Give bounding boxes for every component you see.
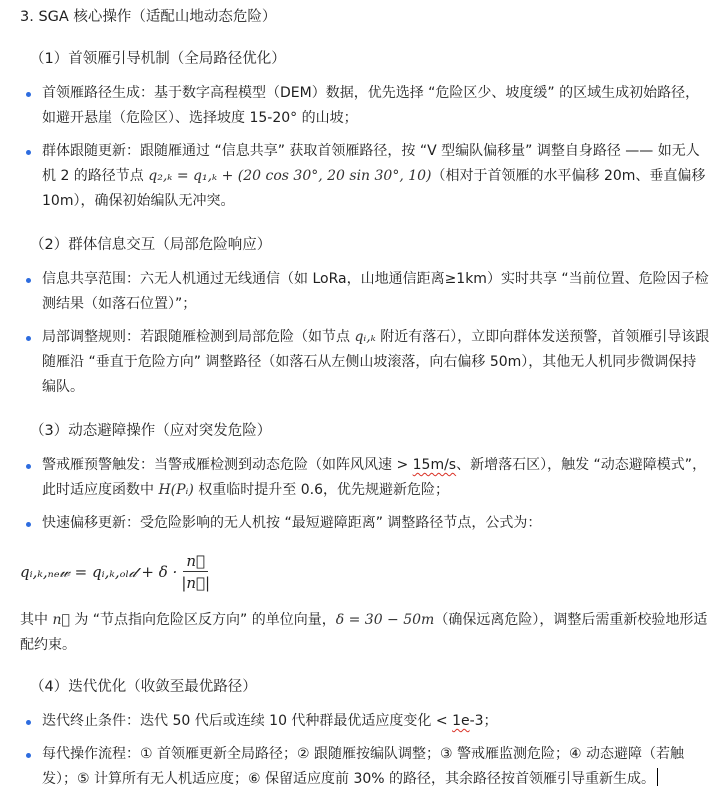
display-formula: qᵢ,ₖ,ₙₑ𝓌 = qᵢ,ₖ,ₒₗ𝒹 + δ · $\frac{n⃗}{|n⃗|}$ [20, 551, 211, 592]
inline-formula: H(Pᵢ) [158, 482, 194, 498]
bullet-list-3 [20, 453, 710, 536]
list-item: 局部调整规则：若跟随雁检测到局部危险（如节点 qᵢ,ₖ 附近有落石），立即向群体发送预警，首领雁引导该跟随雁沿 “垂直于危险方向” 调整路径（如落石从左侧山坡滚落，向右偏移 50m），其他无人机同步微调保持编队。 [20, 325, 710, 400]
list-item: 首领雁路径生成：基于数字高程模型（DEM）数据，优先选择 “危险区少、坡度缓” 的区域生成初始路径，如避开悬崖（危险区）、选择坡度 15-20° 的山坡； [20, 81, 710, 131]
subsection-heading-3: （3）动态避障操作（应对突发危险） [30, 423, 272, 439]
list-item: 信息共享范围：六无人机通过无线通信（如 LoRa，山地通信距离≥1km）实时共享 “当前位置、危险因子检测结果（如落石位置）”； [20, 267, 710, 317]
fraction: $\frac{n⃗}{|n⃗|}$ [181, 551, 211, 592]
spellcheck-underline[interactable]: 15m/s [412, 457, 457, 473]
subsection-heading-1: （1）首领雁引导机制（全局路径优化） [30, 51, 286, 67]
formula-note: 其中 n⃗ 为 “节点指向危险区反方向” 的单位向量，δ = 30 − 50m（确保远离危险），调整后需重新校验地形适配约束。 [20, 612, 708, 653]
subsection-heading-4: （4）迭代优化（收敛至最优路径） [30, 679, 257, 695]
subsection-heading-2: （2）群体信息交互（局部危险响应） [30, 237, 272, 253]
section-title: 3. SGA 核心操作（适配山地动态危险） [20, 9, 277, 25]
list-item[interactable]: 每代操作流程：① 首领雁更新全局路径；② 跟随雁按编队调整；③ 警戒雁监测危险；④ 动态避障（若触发）；⑤ 计算所有无人机适应度；⑥ 保留适应度前 30% 的路径，其余路径按首领雁引导重新生成。 [20, 742, 710, 792]
bullet-list-1 [20, 81, 710, 214]
inline-formula: q₂,ₖ = q₁,ₖ + (20 cos 30°, 20 sin 30°, 10) [148, 168, 432, 184]
list-item: 快速偏移更新：受危险影响的无人机按 “最短避障距离” 调整路径节点，公式为： [20, 511, 710, 536]
bullet-list-2 [20, 267, 710, 400]
spellcheck-underline[interactable]: 1e [452, 713, 470, 729]
list-item: 警戒雁预警触发：当警戒雁检测到动态危险（如阵风风速 > 15m/s、新增落石区），触发 “动态避障模式”，此时适应度函数中 H(Pᵢ) 权重临时提升至 0.6，优先规避新危险； [20, 453, 710, 503]
list-item: 群体跟随更新：跟随雁通过 “信息共享” 获取首领雁路径，按 “V 型编队偏移量” 调整自身路径 —— 如无人机 2 的路径节点 q₂,ₖ = q₁,ₖ + (20 cos 30°, 20 sin 30°, 10)（相对于首领雁的水平偏移 20m、垂直偏移 10m），确保初始编队无冲突。 [20, 139, 710, 214]
inline-formula: qᵢ,ₖ [354, 329, 376, 345]
list-item: 迭代终止条件：迭代 50 代后或连续 10 代种群最优适应度变化 < 1e-3； [20, 709, 710, 734]
bullet-list-4 [20, 709, 710, 792]
